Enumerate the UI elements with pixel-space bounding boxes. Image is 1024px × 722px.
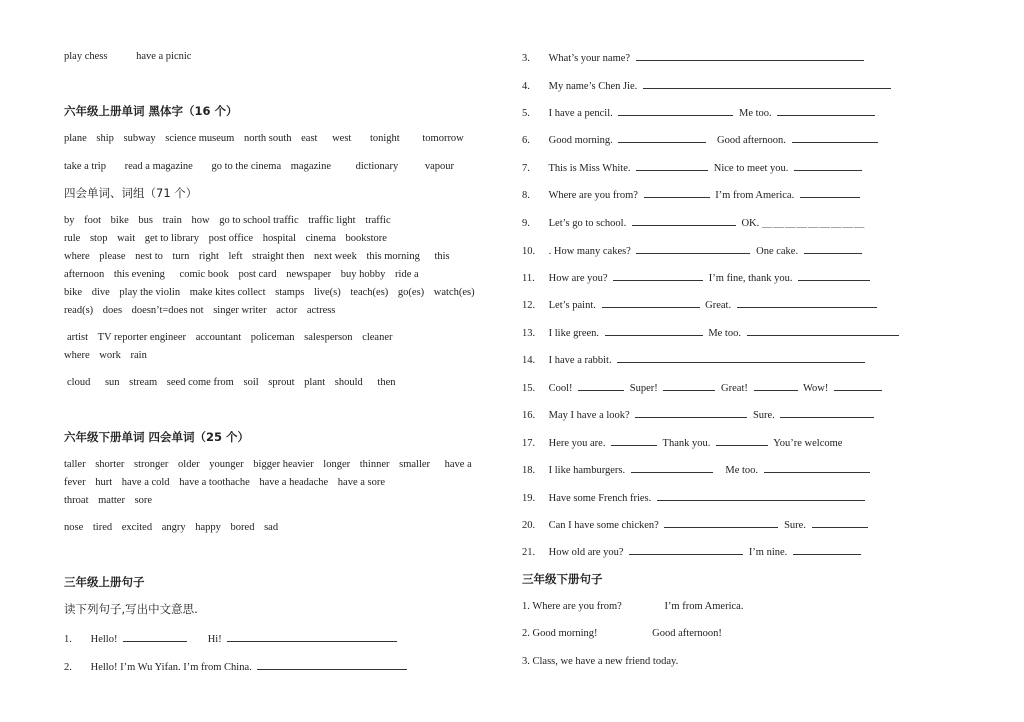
answer-blank[interactable] (611, 435, 657, 446)
word: hospital (262, 233, 296, 244)
answer-blank[interactable] (227, 631, 397, 642)
word: afternoon (64, 269, 105, 280)
item-number: 2. (64, 662, 72, 673)
sentence-row (522, 105, 878, 121)
sentence-row (522, 132, 881, 148)
answer-blank[interactable] (635, 407, 747, 418)
word: where (64, 350, 90, 361)
sentence-text: Cool! (548, 383, 573, 394)
answer-blank[interactable] (798, 270, 870, 281)
word: this morning (366, 251, 420, 262)
sentence-row (522, 462, 873, 478)
word: by (64, 215, 75, 226)
sentence-text: Thank you. (662, 438, 711, 449)
word: rain (130, 350, 147, 361)
word: this (434, 251, 450, 262)
section-heading: 四会单词、词组（71 个） (64, 186, 198, 200)
word: cleaner (362, 332, 393, 343)
word: bookstore (345, 233, 387, 244)
sentence-text: I’m from America. (664, 601, 744, 612)
word: live(s) (313, 287, 341, 298)
sentence-text: I have a pencil. (548, 108, 613, 119)
sentence-row (522, 490, 868, 506)
sentence-text: Have some French fries. (548, 493, 652, 504)
word: stop (89, 233, 108, 244)
answer-blank[interactable] (605, 325, 703, 336)
item-number: 15. (522, 383, 536, 394)
word-row (64, 286, 482, 300)
word: traffic light (308, 215, 356, 226)
sentence-text: How old are you? (548, 547, 624, 558)
sentence-text: What’s your name? (548, 53, 631, 64)
sentence-text: Hi! (207, 634, 222, 645)
sentence-text: You’re welcome (773, 438, 843, 449)
word-row (64, 349, 154, 363)
sentence-text: Great. (705, 300, 732, 311)
word: have a cold (121, 477, 170, 488)
word: excited (121, 522, 153, 533)
sentence-text: Let’s go to school. (548, 218, 627, 229)
sentence-text: Good afternoon. (717, 135, 786, 146)
item-number: 6. (522, 135, 530, 146)
item-number: 20. (522, 520, 536, 531)
sentence-row (522, 160, 865, 176)
word-row (64, 476, 392, 490)
word: doesn’t=does not (131, 305, 204, 316)
word: younger (209, 459, 244, 470)
answer-blank[interactable] (780, 407, 874, 418)
word: teach(es) (350, 287, 389, 298)
answer-blank[interactable] (747, 325, 899, 336)
answer-blank[interactable] (613, 270, 703, 281)
word-row (64, 304, 342, 318)
word: fever (64, 477, 86, 488)
answer-blank[interactable] (602, 297, 700, 308)
word: actor (276, 305, 298, 316)
word: right (199, 251, 219, 262)
sentence-row (522, 325, 902, 341)
word: thinner (359, 459, 390, 470)
sentence-text: Sure. (752, 410, 775, 421)
word: watch(es) (433, 287, 475, 298)
answer-blank[interactable] (257, 659, 407, 670)
word-row (64, 494, 159, 508)
item-number: 1. (522, 601, 530, 612)
answer-blank[interactable] (644, 187, 710, 198)
sentence-text: Can I have some chicken? (548, 520, 659, 531)
sentence-text: Let’s paint. (548, 300, 596, 311)
sentence-row (522, 544, 864, 560)
item-number: 7. (522, 163, 530, 174)
word: matter (98, 495, 125, 506)
sentence-text: I have a rabbit. (548, 355, 612, 366)
word: stream (129, 377, 158, 388)
sentence-text: One cake. (756, 246, 799, 257)
word: buy hobby (340, 269, 386, 280)
word: soil (243, 377, 259, 388)
answer-blank[interactable] (716, 435, 768, 446)
sentence-text: Good afternoon! (652, 628, 722, 639)
sentence-text: Me too. (725, 465, 759, 476)
word: traffic (365, 215, 391, 226)
item-number: 1. (64, 634, 72, 645)
word: go to the cinema (211, 161, 282, 172)
item-number: 19. (522, 493, 536, 504)
sentence-text: Where are you from? (548, 190, 638, 201)
word: shorter (95, 459, 125, 470)
word: have a toothache (179, 477, 250, 488)
word: newspaper (286, 269, 332, 280)
word: bus (138, 215, 153, 226)
item-number: 8. (522, 190, 530, 201)
word: get to library (144, 233, 200, 244)
answer-blank[interactable] (754, 380, 798, 391)
word: west (332, 133, 352, 144)
sentence-text: Sure. (784, 520, 806, 531)
sentence-row (522, 243, 865, 259)
answer-blank[interactable] (792, 132, 878, 143)
sentence-text: Great! (721, 383, 748, 394)
word: train (162, 215, 182, 226)
sentence-text: Nice to meet you. (713, 163, 789, 174)
word: comic book (179, 269, 229, 280)
item-number: 12. (522, 300, 536, 311)
word: sprout (268, 377, 295, 388)
sentence-text: My name’s Chen Jie. (548, 81, 638, 92)
answer-blank[interactable] (636, 50, 864, 61)
word: read(s) (64, 305, 94, 316)
sentence-text: I like green. (548, 328, 600, 339)
answer-blank[interactable] (618, 105, 733, 116)
word-row (67, 331, 400, 345)
answer-blank[interactable] (737, 297, 877, 308)
word: stamps (275, 287, 305, 298)
word: work (99, 350, 121, 361)
word: sad (264, 522, 279, 533)
word-row (64, 132, 471, 146)
sentence-text: Wow! (802, 383, 829, 394)
word: should (334, 377, 363, 388)
word: does (102, 305, 123, 316)
word: this evening (113, 269, 165, 280)
answer-blank[interactable] (657, 490, 865, 501)
word: go(es) (397, 287, 425, 298)
word: bored (230, 522, 255, 533)
section-heading: 六年级下册单词 四会单词（25 个） (64, 430, 250, 444)
word: bike (64, 287, 83, 298)
word: happy (195, 522, 221, 533)
word: singer writer (213, 305, 267, 316)
item-number: 5. (522, 108, 530, 119)
item-number: 14. (522, 355, 536, 366)
sentence-row (522, 600, 743, 614)
sentence-row (522, 50, 867, 66)
word: play the violin (119, 287, 181, 298)
word: tomorrow (422, 133, 464, 144)
word: taller (64, 459, 86, 470)
word: plant (304, 377, 326, 388)
word: subway (123, 133, 156, 144)
sentence-text: Me too. (708, 328, 741, 339)
word: wait (117, 233, 136, 244)
word: policeman (250, 332, 295, 343)
item-number: 18. (522, 465, 536, 476)
word: salesperson (304, 332, 353, 343)
instruction-text: 读下列句子,写出中文意思. (64, 602, 198, 616)
word: smaller (399, 459, 431, 470)
sentence-text: I like hamburgers. (548, 465, 626, 476)
answer-blank[interactable] (834, 380, 882, 391)
sentence-text: OK. (741, 218, 760, 229)
word: stronger (134, 459, 169, 470)
word-row (64, 160, 461, 174)
sentence-row (522, 435, 842, 451)
answer-blank[interactable] (800, 187, 860, 198)
item-number: 3. (522, 656, 530, 667)
word: plane (64, 133, 87, 144)
answer-blank[interactable] (764, 462, 870, 473)
sentence-text: Super! (629, 383, 658, 394)
answer-blank[interactable] (663, 380, 715, 391)
item-number: 13. (522, 328, 536, 339)
sentence-text: Good morning. (548, 135, 613, 146)
word: bigger heavier (253, 459, 314, 470)
answer-blank[interactable] (629, 544, 743, 555)
word: foot (84, 215, 102, 226)
word-row (64, 250, 457, 264)
word: actress (306, 305, 336, 316)
word: magazine (290, 161, 331, 172)
word: how (191, 215, 210, 226)
sentence-text: I’m nine. (748, 547, 788, 558)
phrase: have a picnic (136, 51, 192, 62)
word: tonight (369, 133, 400, 144)
item-number: 21. (522, 547, 536, 558)
word: next week (313, 251, 357, 262)
sentence-row (64, 659, 410, 675)
answer-blank[interactable] (636, 160, 708, 171)
word-row (64, 214, 398, 228)
word: then (377, 377, 396, 388)
word-row (64, 268, 426, 282)
answer-blank[interactable] (618, 132, 706, 143)
item-number: 3. (522, 53, 530, 64)
word: post card (238, 269, 277, 280)
sentence-row (522, 78, 894, 94)
item-number: 9. (522, 218, 530, 229)
item-number: 10. (522, 246, 536, 257)
answer-blank[interactable] (643, 78, 891, 89)
sentence-text: How are you? (548, 273, 608, 284)
word: sore (134, 495, 153, 506)
word: throat (64, 495, 89, 506)
sentence-row (64, 631, 400, 647)
word: angry (161, 522, 186, 533)
word: longer (323, 459, 351, 470)
sentence-text: Where are you from? (532, 601, 622, 612)
item-number: 11. (522, 273, 535, 284)
word: where (64, 251, 90, 262)
word: nest to (135, 251, 163, 262)
answer-blank[interactable] (794, 160, 862, 171)
word: east (301, 133, 318, 144)
word: nose (64, 522, 84, 533)
sentence-text: Here you are. (548, 438, 606, 449)
answer-blank[interactable] (777, 105, 875, 116)
word: go to school traffic (219, 215, 299, 226)
word: hurt (95, 477, 113, 488)
word: older (178, 459, 200, 470)
word: have a headache (259, 477, 329, 488)
answer-blank[interactable] (631, 462, 713, 473)
sentence-row (522, 407, 877, 423)
sentence-row (522, 352, 868, 368)
item-number: 16. (522, 410, 536, 421)
word: cloud (67, 377, 91, 388)
word: read a magazine (124, 161, 193, 172)
answer-blank[interactable] (812, 517, 868, 528)
word: have a (444, 459, 472, 470)
sentence-row (522, 187, 863, 203)
word: turn (172, 251, 190, 262)
sentence-row (522, 627, 722, 641)
word: bike (110, 215, 129, 226)
word: north south (243, 133, 292, 144)
word: seed come from (166, 377, 234, 388)
word: dictionary (355, 161, 399, 172)
answer-blank[interactable] (632, 215, 736, 226)
answer-blank[interactable] (636, 243, 750, 254)
answer-blank[interactable] (804, 243, 862, 254)
sentence-text: This is Miss White. (548, 163, 631, 174)
word: have a sore (337, 477, 386, 488)
word: sun (104, 377, 120, 388)
word-row (64, 458, 479, 472)
word: straight then (252, 251, 305, 262)
word: ride a (395, 269, 419, 280)
word: vapour (424, 161, 454, 172)
sentence-text: . How many cakes? (548, 246, 631, 257)
item-number: 4. (522, 81, 530, 92)
section-heading: 三年级上册句子 (64, 575, 145, 589)
word: ship (96, 133, 114, 144)
answer-blank[interactable] (664, 517, 778, 528)
section-heading: 六年级上册单词 黑体字（16 个） (64, 104, 238, 118)
word-row (64, 521, 285, 535)
word: cinema (305, 233, 336, 244)
word: make kites collect (189, 287, 266, 298)
word: take a trip (64, 161, 106, 172)
word: artist (67, 332, 88, 343)
answer-dashes[interactable]: ＿＿＿＿＿＿＿＿＿ (761, 218, 866, 229)
word: rule (64, 233, 81, 244)
answer-blank[interactable] (578, 380, 624, 391)
sentence-row (522, 380, 885, 396)
sentence-text: I’m from America. (715, 190, 795, 201)
word: accountant (195, 332, 242, 343)
word-row (64, 232, 394, 246)
sentence-text: I’m fine, thank you. (708, 273, 793, 284)
phrase-row (64, 50, 198, 64)
sentence-row (522, 270, 873, 286)
answer-blank[interactable] (123, 631, 187, 642)
word: tired (92, 522, 113, 533)
answer-blank[interactable] (617, 352, 865, 363)
sentence-text: Class, we have a new friend today. (532, 656, 679, 667)
word: left (228, 251, 243, 262)
word: please (99, 251, 126, 262)
sentence-text: May I have a look? (548, 410, 630, 421)
answer-blank[interactable] (793, 544, 861, 555)
phrase: play chess (64, 51, 108, 62)
sentence-row (522, 215, 865, 231)
item-number: 17. (522, 438, 536, 449)
word: science museum (165, 133, 235, 144)
word: TV reporter engineer (97, 332, 187, 343)
sentence-text: Hello! I’m Wu Yifan. I’m from China. (90, 662, 252, 673)
word: post office (208, 233, 254, 244)
item-number: 2. (522, 628, 530, 639)
sentence-row (522, 297, 880, 313)
word: dive (91, 287, 110, 298)
sentence-text: Me too. (739, 108, 772, 119)
sentence-text: Good morning! (532, 628, 598, 639)
sentence-text: Hello! (90, 634, 118, 645)
sentence-row (522, 517, 871, 533)
section-heading: 三年级下册句子 (522, 572, 603, 586)
word-row (67, 376, 403, 390)
sentence-row (522, 655, 678, 669)
